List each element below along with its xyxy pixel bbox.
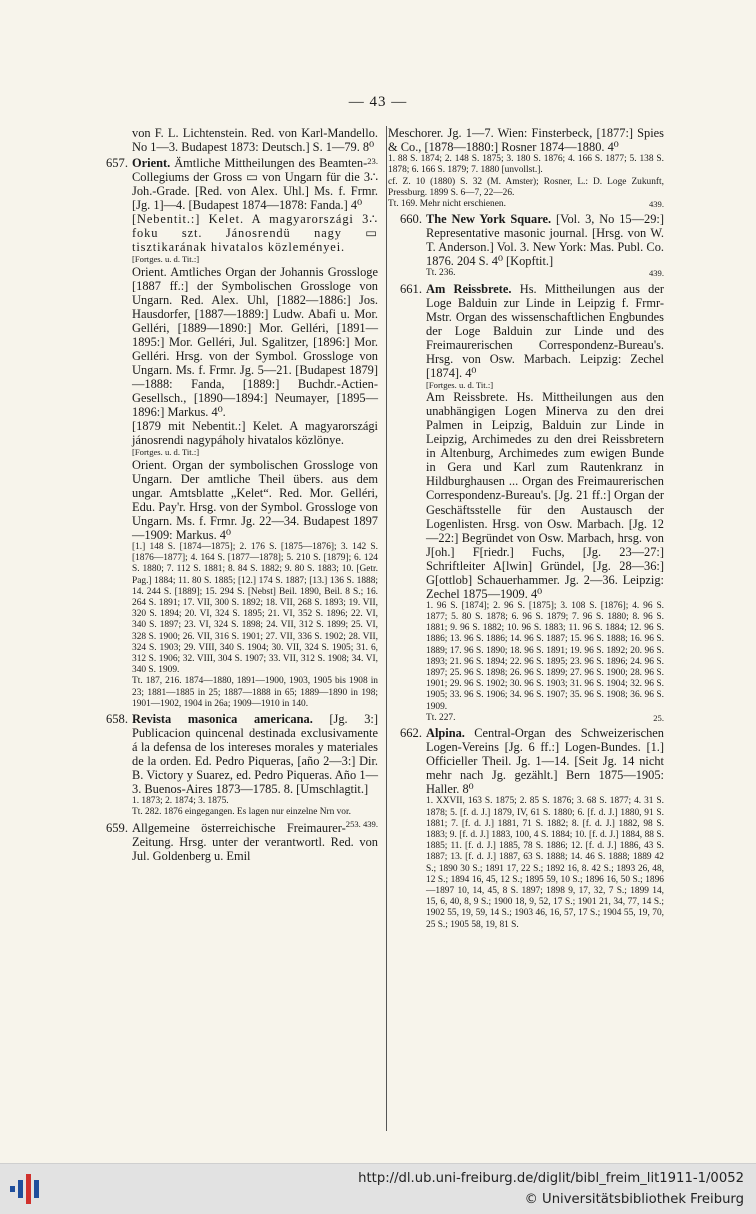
copyright-text: © Universitätsbibliothek Freiburg bbox=[524, 1192, 744, 1207]
left-column bbox=[94, 126, 378, 865]
entry-number: 657. bbox=[105, 156, 128, 171]
entry-658: 658. Revista masonica americana. [Jg. 3:] Publicacion quincenal destinada exclusivamente á la defensa de los intereses morales y materiales de la orden. Ed. Pedro Piqueras, [año 2—3:] Dir. B. Victory y Suarez, ed. Pedro Piqueras. Año 1—3. Buenos-Aires 1873—1785. 8. [Umschlagtit.] 1. 1873; 2. 1874; 3. 1875. Tt. 282. 1876 eingegangen. Es lagen nur einzelne Nrn vor. 253. 439. bbox=[94, 712, 378, 819]
holdings-note: Tt. 187, 216. 1874—1880, 1891—1900, 1903, 1905 bis 1908 in 23; 1881—1885 in 25; 1887—1888 in 65; 1889—1890 in 198; 1901—1902, 1904 in 26a; 1909—1910 in 140. bbox=[132, 676, 378, 709]
entry-657: 657. Orient. Ämtliche Mittheilungen des Beamten-Collegiums der Gross ▭ von Ungarn für die 3∴ Joh.-Grade. [Red. von Alex. Uhl.] Ms. f. Frmr. [Jg. 1]—4. [Budapest 1874—1878: Fanda.] 4⁰ [Nebentit.:] Kelet. A magyarországi 3∴ foku szt. Jánosrendü nagy ▭ tisztikarának hivatalos közleményei. [Fortges. u. d. Tit.:] Orient. Amtliches Organ der Johannis Grossloge [1887 ff.:] der Symbolischen Grossloge von Ungarn. Red. Alex. Uhl, [1882—1886:] Jos. Hausdorfer, [1887—1889:] Ludw. Abafi u. Mor. Gelléri, [1889—1890:] Mor. Gelléri, [1891—1895:] Mor. Gelléri, Jul. Sgalitzer, [1896:] Mor. Gelléri. Hrsg. von der Symbol. Grossloge von Ungarn. Ms. f. Frmr. Jg. 5—21. [Budapest 1879]—1888: Fanda, [1889:] Buchdr.-Actien-Gesellsch., [1890—1894:] Neumayer, [1895—1896:] Markus. 4⁰. [1879 mit Nebentit.:] Kelet. A magyarországi jánosrendi nagypáholy hivatalos közlönye. [Fortges. u. d. Tit.:] Orient. Organ der symbolischen Grossloge von Ungarn. Der amtliche Theil übers. aus dem ungar. Amtsblatte „Kelet“. Red. Mor. Gelléri, Edu. Pay'r. Hrsg. von der Symbol. Grossloge von Ungarn. Ms. f. Frmr. Jg. 22—34. Budapest 1897—1909: Markus. 4⁰ [1.] 148 S. [1874—1875]; 2. 176 S. [1875—1876]; 3. 142 S. [1876—1877]; 4. 164 S. [1877—1878]; 5. 210 S. [1879]; 6. 124 S. 1880; 7. 112 S. 1881; 8. 84 S. 1882; 9. 80 S. 1883; 10. [Getr. Pag.] 1884; 11. 80 S. 1885; [12.] 174 S. 1887; [13.] 136 S. 1888; 14. 244 S. [1889]; 15. 294 S. [Nebst] Beil. 1890, Beil. 8 S.; 16. 264 S. 1891; 17. VII, 300 S. 1892; 18. VII, 268 S. 1893; 19. VII, 320 S. 1894; 20. VI, 324 S. 1895; 21. VI, 352 S. 1896; 22. VI, 340 S. 1897; 23. VI, 324 S. 1898; 24. VII, 312 S. 1899; 25. VI, 328 S. 1900; 26. VII, 316 S. 1901; 27. VII, 336 S. 1902; 28. VII, 324 S. 1903; 29. VIII, 340 S. 1904; 30. VII, 324 S. 1905; 31. 6, 312 S. 1906; 32. VIII, 304 S. 1907; 33. VII, 312 S. 1908; 34. VI, 340 S. 1909. Tt. 187, 216. 1874—1880, 1891—1900, 1903, 1905 bis 1908 in 23; 1881—1885 in 25; 1887—1888 in 65; 1889—1890 in 198; 1901—1902, 1904 in 26a; 1909—1910 in 140. bbox=[94, 156, 378, 710]
document-url-link[interactable]: http://dl.ub.uni-freiburg.de/diglit/bibl_freim_lit1911-1/0052 bbox=[358, 1171, 744, 1186]
university-logo-icon bbox=[8, 1170, 44, 1208]
volume-list: 1. XXVII, 163 S. 1875; 2. 85 S. 1876; 3. 68 S. 1877; 4. 31 S. 1878; 5. [f. d. J.] 1879, IV, 61 S. 1880; 6. [f. d. J.] 1880, 91 S. 1881; 7. [f. d. J.] 1881, 71 S. 1882; 8. [f. d. J.] 1882, 98 S. 1883; 9. [f. d. J.] 1883, 100, 4 S. 1884; 10. [f. d. J.] 1884, 88 S. 1885; 11. [f. d. J.] 1885, 78 S. 1886; 12. [f. d. J.] 1886, 43 S. 1887; 13. [f. d. J.] 1887, 63 S. 1888; 14. 46 S. 1888; 1889 42 S.; 1890 30 S.; 1891 17, 22 S.; 1892 16, 8. 42 S.; 1893 26, 48, 12 S.; 1894 16, 45, 12 S.; 1895 59, 10 S.; 1896 16, 50 S.; 1896—1897 10, 14, 45, 8 S. 1897; 1898 9, 17, 32, 7 S.; 1899 14, 15, 6, 40, 8, 9 S.; 1900 18, 9, 52, 17 S.; 1901 21, 34, 77, 14 S.; 1902 55, 19, 59, 14 S.; 1903 46, 16, 57, 17 S.; 1904 55, 19, 70, 25 S.; 1905 58, 19, 81 S. bbox=[426, 796, 664, 930]
entry-number: 661. bbox=[399, 281, 422, 296]
entry-660: 660. The New York Square. [Vol. 3, No 15—29:] Representative masonic journal. [Hrsg. von W. T. Anderson.] Vol. 3. New York: Mas. Publ. Co. 1876. 204 S. 4⁰ [Kopftit.] Tt. 236. 439. bbox=[388, 212, 664, 279]
holdings-note: Tt. 169. Mehr nicht erschienen. 439. bbox=[388, 198, 664, 209]
reference-note: cf. Z. 10 (1880) S. 32 (M. Amster); Rosner, L.: D. Loge Zukunft, Pressburg. 1899 S. 6—7, 22—26. bbox=[388, 176, 664, 198]
volume-list: [1.] 148 S. [1874—1875]; 2. 176 S. [1875—1876]; 3. 142 S. [1876—1877]; 4. 164 S. [1877—1878]; 5. 210 S. [1879]; 6. 124 S. 1880; 7. 112 S. 1881; 8. 84 S. 1882; 9. 80 S. 1883; 10. [Getr. Pag.] 1884; 11. 80 S. 1885; [12.] 174 S. 1887; [13.] 136 S. 1888; 14. 244 S. [1889]; 15. 294 S. [Nebst] Beil. 1890, Beil. 8 S.; 16. 264 S. 1891; 17. VII, 300 S. 1892; 18. VII, 268 S. 1893; 19. VII, 320 S. 1894; 20. VI, 324 S. 1895; 21. VI, 352 S. 1896; 22. VI, 340 S. 1897; 23. VI, 324 S. 1898; 24. VII, 312 S. 1899; 25. VI, 328 S. 1900; 26. VII, 316 S. 1901; 27. VII, 336 S. 1902; 28. VII, 324 S. 1903; 29. VIII, 340 S. 1904; 30. VII, 324 S. 1905; 31. 6, 312 S. 1906; 32. VIII, 304 S. 1907; 33. VII, 312 S. 1908; 34. VI, 340 S. 1909. bbox=[132, 541, 378, 676]
entry-title: Alpina. bbox=[426, 726, 465, 741]
column-divider bbox=[386, 126, 387, 1131]
entry-662: 662. Alpina. Central-Organ des Schweizerischen Logen-Vereins [Jg. 6 ff.:] Logen-Bundes. [1.] Officieller Theil. Jg. 1—14. [Seit Jg. 14 nicht mehr nach Jg. gezählt.] Bern 1875—1905: Haller. 8⁰ 1. XXVII, 163 S. 1875; 2. 85 S. 1876; 3. 68 S. 1877; 4. 31 S. 1878; 5. [f. d. J.] 1879, IV, 61 S. 1880; 6. [f. d. J.] 1880, 91 S. 1881; 7. [f. d. J.] 1881, 71 S. 1882; 8. [f. d. J.] 1882, 98 S. 1883; 9. [f. d. J.] 1883, 100, 4 S. 1884; 10. [f. d. J.] 1884, 88 S. 1885; 11. [f. d. J.] 1885, 78 S. 1886; 12. [f. d. J.] 1886, 43 S. 1887; 13. [f. d. J.] 1887, 63 S. 1888; 14. 46 S. 1888; 1889 42 S.; 1890 30 S.; 1891 17, 22 S.; 1892 16, 8. 42 S.; 1893 26, 48, 12 S.; 1894 16, 45, 12 S.; 1895 59, 10 S.; 1896 16, 50 S.; 1896—1897 10, 14, 45, 8 S. 1897; 1898 9, 17, 32, 7 S.; 1899 14, 15, 6, 40, 8, 9 S.; 1900 18, 9, 52, 17 S.; 1901 21, 34, 77, 14 S.; 1902 55, 19, 59, 14 S.; 1903 46, 16, 57, 17 S.; 1904 55, 19, 70, 25 S.; 1905 58, 19, 81 S. bbox=[388, 726, 664, 931]
entry-title: The New York Square. bbox=[426, 212, 552, 227]
entry-number: 662. bbox=[399, 726, 422, 741]
viewer-footer bbox=[0, 1163, 756, 1214]
volume-list: 1. 96 S. [1874]; 2. 96 S. [1875]; 3. 108 S. [1876]; 4. 96 S. 1877; 5. 80 S. 1878; 6. 96 S. 1879; 7. 96 S. 1880; 8. 96 S. 1881; 9. 96 S. 1882; 10. 96 S. 1883; 11. 96 S. 1884; 12. 96 S. 1886; 13. 96 S. 1886; 14. 96 S. 1887; 15. 96 S. 1888; 16. 96 S. 1889; 17. 96 S. 1890; 18. 96 S. 1891; 19. 96 S. 1892; 20. 96 S. 1893; 21. 96 S. 1894; 22. 96 S. 1895; 23. 96 S. 1896; 24. 96 S. 1897; 25. 96 S. 1898; 26. 96 S. 1899; 27. 96 S. 1900; 28. 96 S. 1901; 29. 96 S. 1902; 30. 96 S. 1903; 31. 96 S. 1904; 32. 96 S. 1905; 33. 96 S. 1906; 34. 96 S. 1907; 35. 96 S. 1908; 36. 96 S. 1909. bbox=[426, 600, 664, 712]
entry-659: 659. Allgemeine österreichische Freimaurer-Zeitung. Hrsg. unter der verantwortl. Red. von Jul. Goldenberg u. Emil bbox=[94, 821, 378, 863]
right-column bbox=[388, 126, 664, 933]
entry-number: 660. bbox=[399, 212, 422, 227]
entry-title: Am Reissbrete. bbox=[426, 281, 512, 296]
entry-continuation: von F. L. Lichtenstein. Red. von Karl-Mandello. No 1—3. Budapest 1873: Deutsch.] S. 1—79. 8⁰ 23. bbox=[132, 126, 378, 167]
entry-title: Orient. bbox=[132, 156, 171, 171]
volume-list: 1. 1873; 2. 1874; 3. 1875. bbox=[132, 796, 229, 807]
entry-number: 659. bbox=[105, 820, 128, 835]
page-number: — 43 — bbox=[348, 94, 408, 110]
holdings-note: Tt. 282. 1876 eingegangen. Es lagen nur einzelne Nrn vor. 253. 439. bbox=[132, 807, 378, 829]
holdings-note: Tt. 236. 439. bbox=[426, 268, 664, 279]
volume-list: 1. 88 S. 1874; 2. 148 S. 1875; 3. 180 S. 1876; 4. 166 S. 1877; 5. 138 S. 1878; 6. 166 S. 1879; 7. 1880 [unvollst.]. bbox=[388, 154, 664, 176]
entry-continuation: Meschorer. Jg. 1—7. Wien: Finsterbeck, [1877:] Spies & Co., [1878—1880:] Rosner 1874—1880. 4⁰ 1. 88 S. 1874; 2. 148 S. 1875; 3. 180 S. 1876; 4. 166 S. 1877; 5. 138 S. 1878; 6. 166 S. 1879; 7. 1880 [unvollst.]. cf. Z. 10 (1880) S. 32 (M. Amster); Rosner, L.: D. Loge Zukunft, Pressburg. 1899 S. 6—7, 22—26. Tt. 169. Mehr nicht erschienen. 439. bbox=[388, 126, 664, 209]
holdings-note: Tt. 227. 25. bbox=[426, 712, 664, 723]
entry-661: 661. Am Reissbrete. Hs. Mittheilungen aus der Loge Balduin zur Linde in Leipzig f. Frmr-Mstr. Organ des wissenschaftlichen Engbundes der Loge Balduin zur Linde und des Freimaurerischen Correspondenz-Bureau's. Hrsg. von Osw. Marbach. Leipzig: Zechel [1874]. 4⁰ [Fortges. u. d. Tit.:] Am Reissbrete. Hs. Mittheilungen aus den unabhängigen Logen Minerva zu den drei Palmen in Leipzig, Balduin zur Linde in Leipzig, Archimedes zu den drei Reissbretern in Altenburg, Archimedes zum ewigen Bunde in Gera und Karl zum Rautenkranz in Hildburghausen ... Organ des Freimaurerischen Correspondenz-Bureau's. [Jg. 21 ff.:] Organ der Geschäftsstelle für den Austausch der Logenlisten. Hrsg. von Osw. Marbach. [Jg. 12—22:] Begründet von Osw. Marbach, hrsg. von J[oh.] F[riedr.] Fuchs, [Jg. 23—27:] Schriftleiter A[lwin] Gründel, [Jg. 28—36:] G[ottlob] Schauerhammer. Jg. 2—36. Leipzig: Zechel 1875—1909. 4⁰ 1. 96 S. [1874]; 2. 96 S. [1875]; 3. 108 S. [1876]; 4. 96 S. 1877; 5. 80 S. 1878; 6. 96 S. 1879; 7. 96 S. 1880; 8. 96 S. 1881; 9. 96 S. 1882; 10. 96 S. 1883; 11. 96 S. 1884; 12. 96 S. 1886; 13. 96 S. 1886; 14. 96 S. 1887; 15. 96 S. 1888; 16. 96 S. 1889; 17. 96 S. 1890; 18. 96 S. 1891; 19. 96 S. 1892; 20. 96 S. 1893; 21. 96 S. 1894; 22. 96 S. 1895; 23. 96 S. 1896; 24. 96 S. 1897; 25. 96 S. 1898; 26. 96 S. 1899; 27. 96 S. 1900; 28. 96 S. 1901; 29. 96 S. 1902; 30. 96 S. 1903; 31. 96 S. 1904; 32. 96 S. 1905; 33. 96 S. 1906; 34. 96 S. 1907; 35. 96 S. 1908; 36. 96 S. 1909. Tt. 227. 25. bbox=[388, 282, 664, 725]
entry-number: 658. bbox=[105, 711, 128, 726]
entry-title: Revista masonica americana. bbox=[132, 711, 313, 726]
